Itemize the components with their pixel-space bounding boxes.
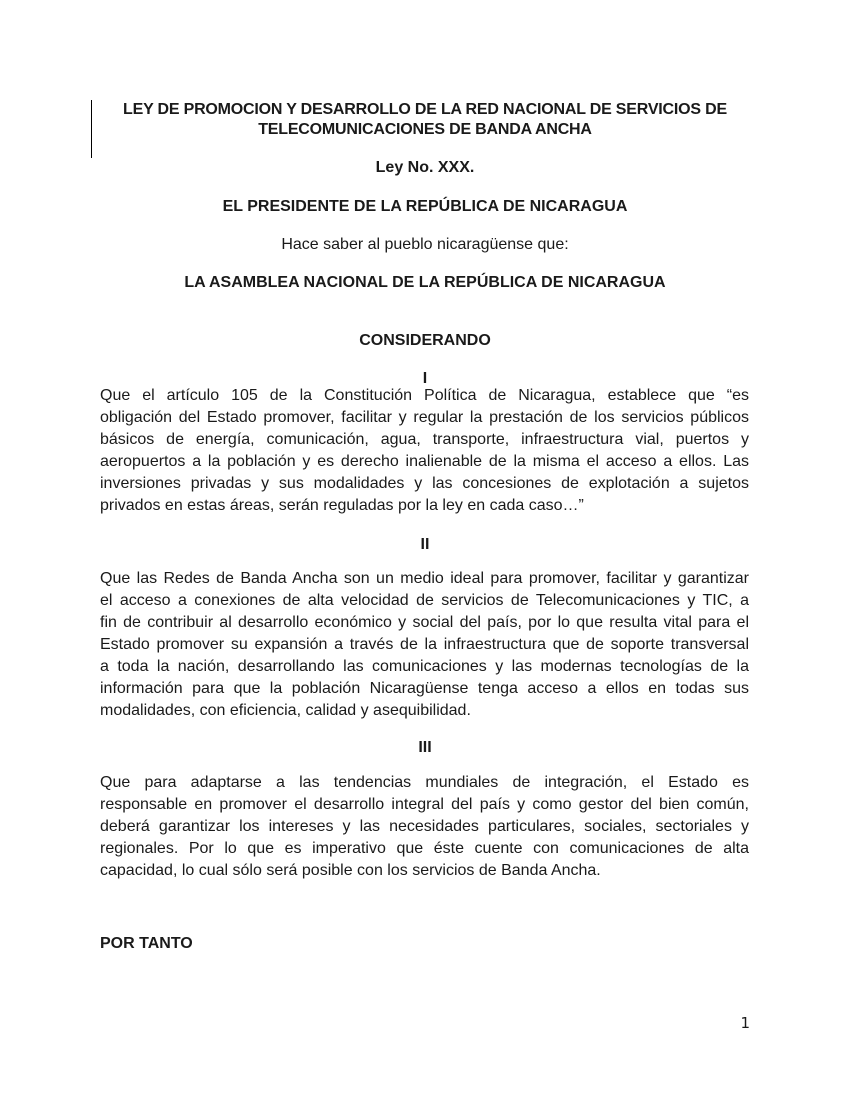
paragraph-line: aeropuertos a la población y es derecho inalienable de la misma el acceso a ellos. Las: [100, 453, 749, 470]
law-title-line-1: LEY DE PROMOCION Y DESARROLLO DE LA RED NACIONAL DE SERVICIOS DE: [123, 101, 727, 118]
paragraph-line: Que las Redes de Banda Ancha son un medio ideal para promover, facilitar y garantizar: [100, 570, 749, 587]
section-ii-paragraph: [100, 568, 749, 722]
law-number: Ley No. XXX.: [375, 159, 475, 176]
paragraph-line: Que el artículo 105 de la Constitución Política de Nicaragua, establece que “es: [100, 387, 749, 404]
president-heading: EL PRESIDENTE DE LA REPÚBLICA DE NICARAGUA: [222, 198, 628, 215]
paragraph-line: Estado promover su expansión a través de la infraestructura que de soporte transversal: [100, 636, 749, 653]
change-tracking-bar: [91, 100, 92, 158]
considerando-heading: CONSIDERANDO: [359, 332, 491, 349]
section-iii-paragraph: [100, 772, 749, 882]
paragraph-line: inversiones privadas y sus modalidades y las concesiones de explotación a sujetos: [100, 475, 749, 492]
paragraph-line: fin de contribuir al desarrollo económico y social del país, por lo que resulta vital para el: [100, 614, 749, 631]
section-numeral-i: I: [422, 370, 428, 387]
section-numeral-ii: II: [420, 536, 430, 553]
section-numeral-iii: III: [418, 739, 432, 756]
paragraph-line: Que para adaptarse a las tendencias mundiales de integración, el Estado es: [100, 774, 749, 791]
paragraph-line: regionales. Por lo que es imperativo que éste cuente con comunicaciones de alta: [100, 840, 749, 857]
paragraph-line: responsable en promover el desarrollo integral del país y como gestor del bien común,: [100, 796, 749, 813]
section-i-paragraph: [100, 385, 749, 517]
paragraph-line: el acceso a conexiones de alta velocidad de servicios de Telecomunicaciones y TIC, a: [100, 592, 749, 609]
paragraph-line: modalidades, con eficiencia, calidad y asequibilidad.: [100, 702, 471, 719]
paragraph-line: capacidad, lo cual sólo será posible con los servicios de Banda Ancha.: [100, 862, 601, 879]
assembly-heading: LA ASAMBLEA NACIONAL DE LA REPÚBLICA DE NICARAGUA: [184, 274, 666, 291]
paragraph-line: obligación del Estado promover, facilitar y regular la prestación de los servicios públicos: [100, 409, 749, 426]
paragraph-line: información para que la población Nicaragüense tenga acceso a ellos en todas sus: [100, 680, 749, 697]
por-tanto-heading: POR TANTO: [100, 935, 193, 952]
paragraph-line: privados en estas áreas, serán reguladas por la ley en cada caso…”: [100, 497, 584, 514]
announcement-text: Hace saber al pueblo nicaragüense que:: [281, 236, 569, 253]
paragraph-line: a toda la nación, desarrollando las comunicaciones y las modernas tecnologías de la: [100, 658, 749, 675]
paragraph-line: básicos de energía, comunicación, agua, transporte, infraestructura vial, puertos y: [100, 431, 749, 448]
page-number: 1: [740, 1014, 750, 1032]
law-title-line-2: TELECOMUNICACIONES DE BANDA ANCHA: [258, 121, 592, 138]
paragraph-line: deberá garantizar los intereses y las necesidades particulares, sociales, sectoriales y: [100, 818, 749, 835]
